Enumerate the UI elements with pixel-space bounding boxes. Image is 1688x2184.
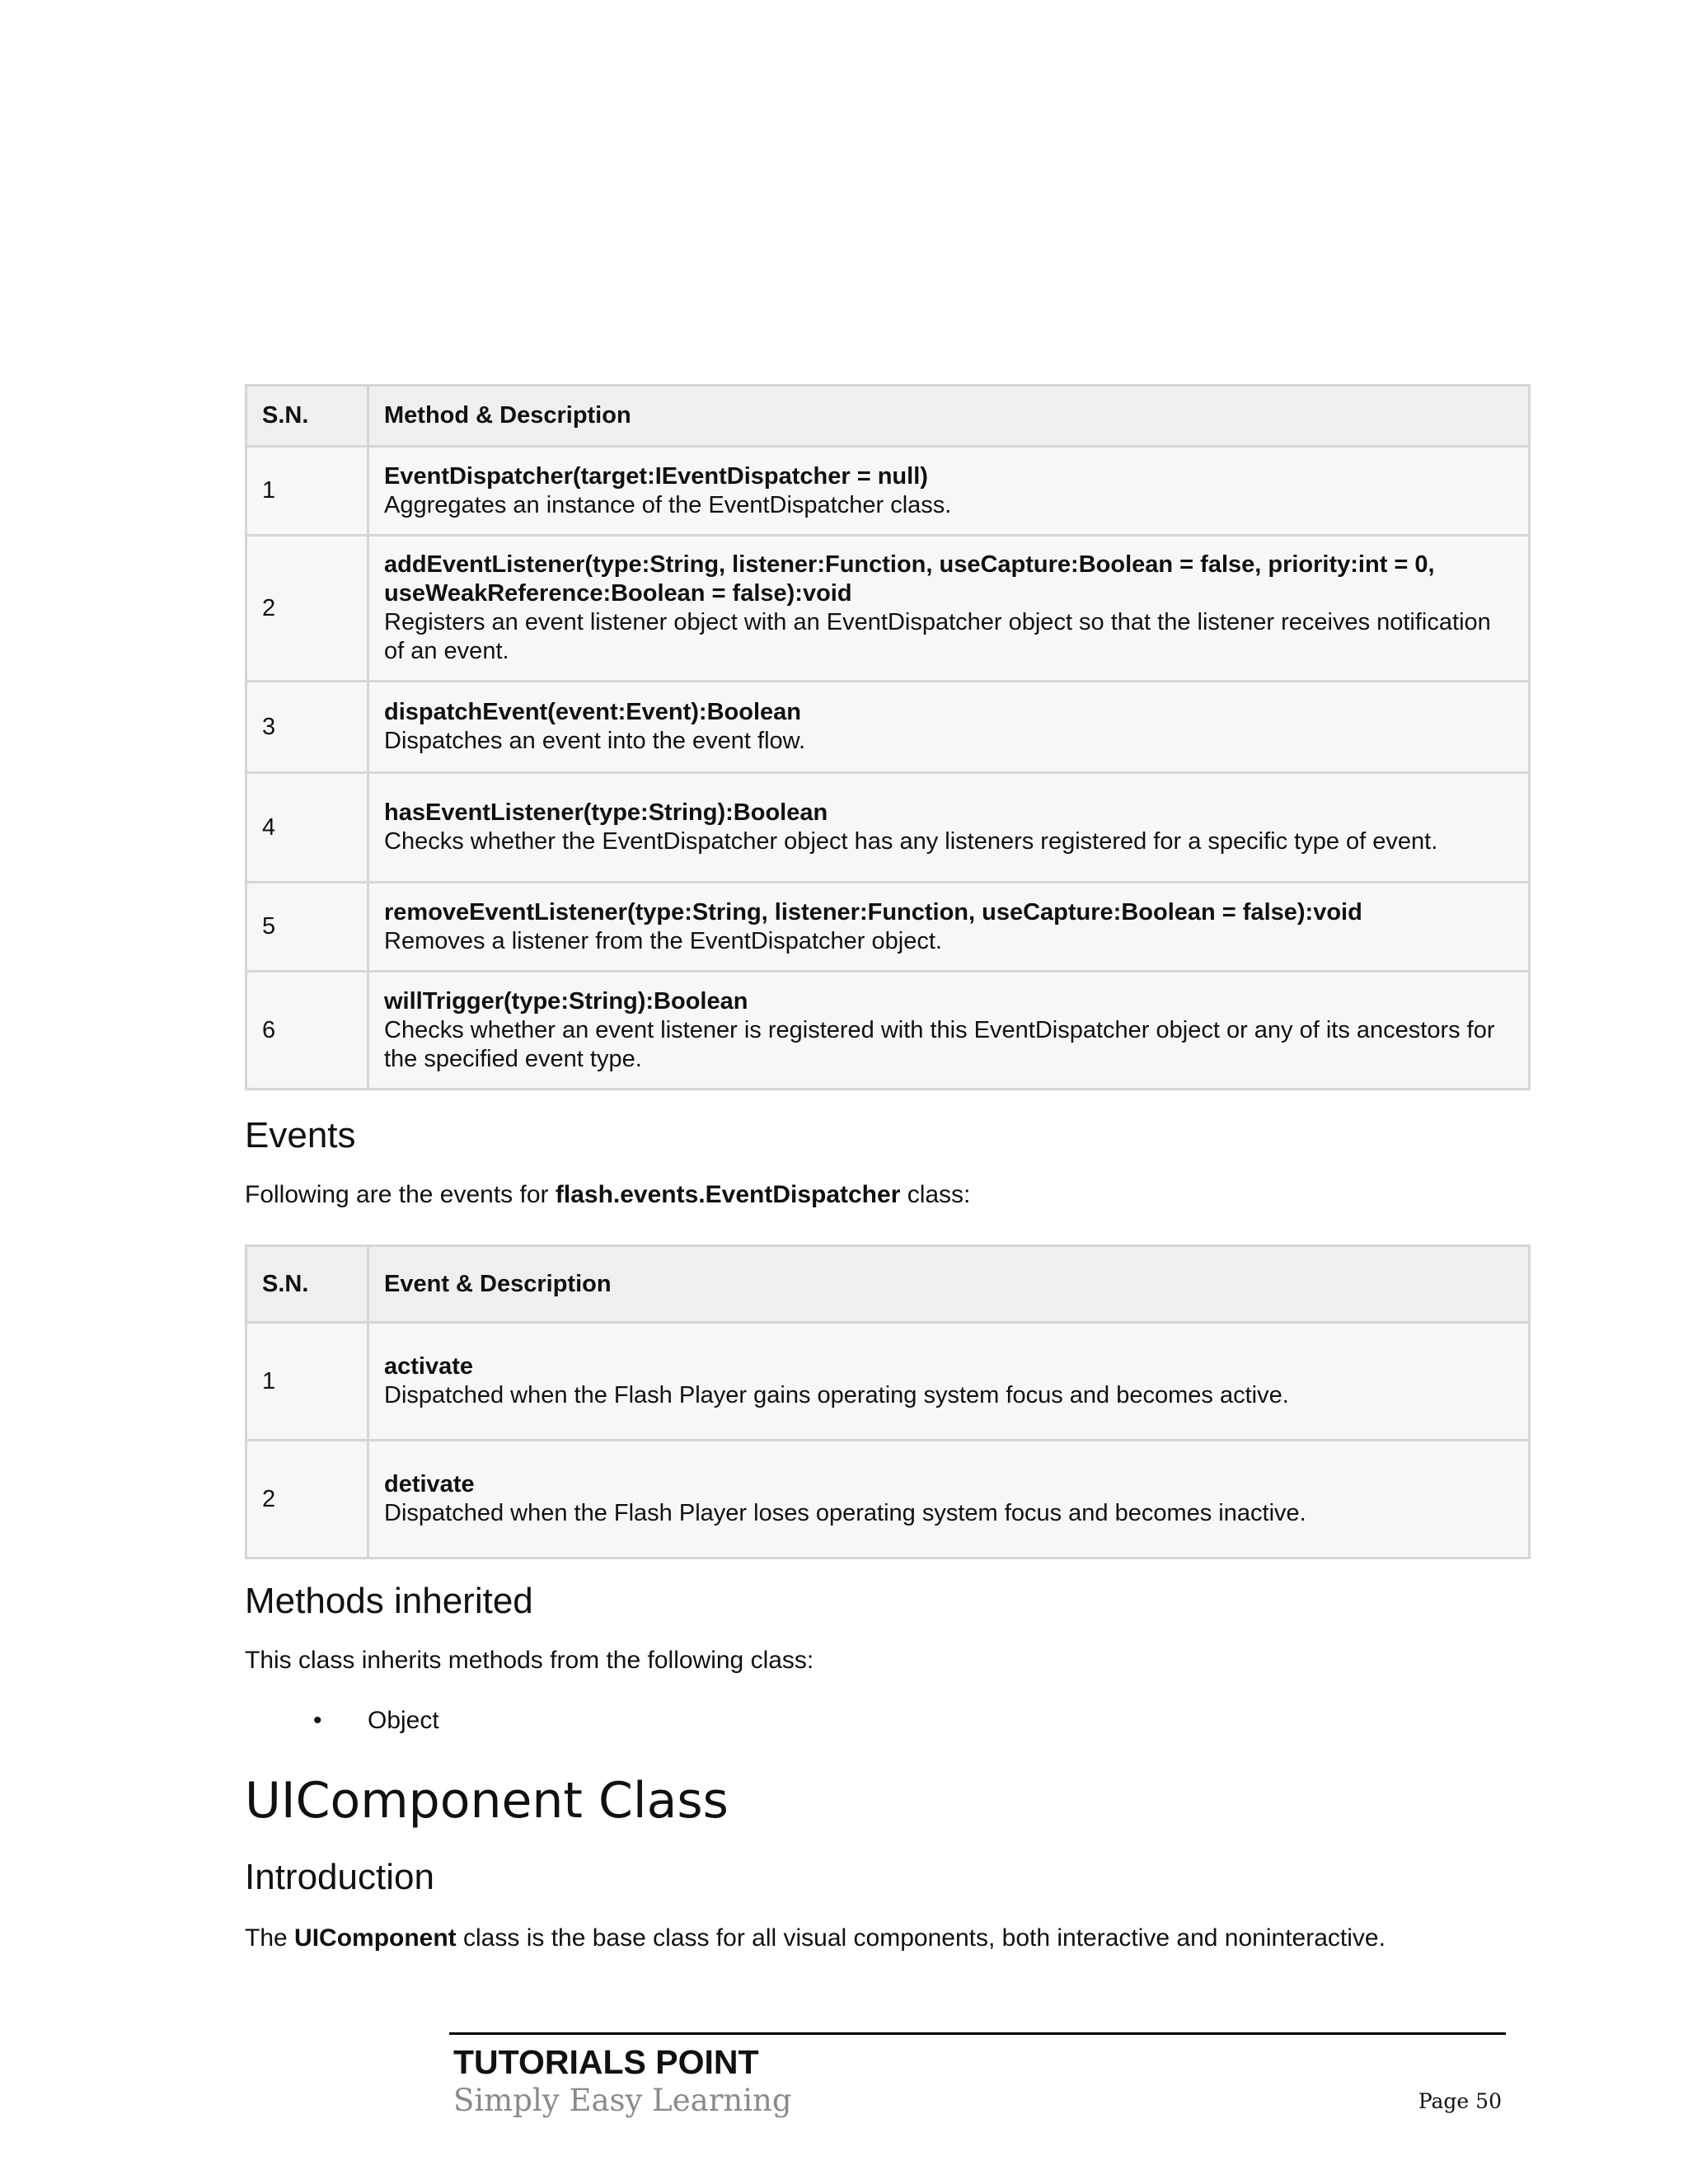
footer-brand: TUTORIALS POINT [453,2043,759,2081]
row-sn: 1 [246,1323,368,1441]
header-event: Event & Description [368,1246,1530,1323]
inherited-list [313,1706,439,1736]
table-row [246,1441,1530,1558]
events-heading: Events [245,1115,356,1155]
row-content [368,972,1530,1090]
footer-tagline: Simply Easy Learning [453,2083,792,2118]
row-sn: 4 [246,773,368,883]
method-name: willTrigger(type:String):Boolean [384,987,748,1015]
row-content [368,447,1530,536]
table-header-row [246,386,1530,447]
table-header-row [246,1246,1530,1323]
method-name: EventDispatcher(target:IEventDispatcher = null) [384,462,928,490]
intro-suffix: class is the base class for all visual components, both interactive and noninteractive. [456,1924,1386,1952]
header-sn: S.N. [246,386,368,447]
bullet-icon: • [313,1707,322,1734]
list-item [313,1706,439,1736]
intro-text: The [245,1924,295,1952]
row-sn: 3 [246,682,368,773]
row-sn: 5 [246,883,368,972]
events-intro-class: flash.events.EventDispatcher [555,1181,901,1208]
events-table [245,1244,1531,1559]
class-title: UIComponent Class [245,1772,729,1830]
list-item-label: Object [368,1707,439,1734]
events-intro-suffix: class: [900,1181,971,1208]
introduction-paragraph [245,1924,1386,1953]
events-intro [245,1180,970,1210]
row-sn: 1 [246,447,368,536]
method-name: hasEventListener(type:String):Boolean [384,799,828,826]
table-row [246,972,1530,1090]
events-intro-text: Following are the events for [245,1181,556,1208]
event-name: detivate [384,1471,475,1497]
inherited-intro: This class inherits methods from the following class: [245,1647,814,1674]
method-description: Registers an event listener object with an EventDispatcher object so that the listener receives notification of an event. [384,609,1491,664]
inherited-heading: Methods inherited [245,1581,533,1621]
row-sn: 2 [246,536,368,682]
row-content [368,682,1530,773]
row-content [368,773,1530,883]
table-row [246,883,1530,972]
row-content [368,1441,1530,1558]
footer-divider [449,2032,1506,2035]
event-description: Dispatched when the Flash Player gains operating system focus and becomes active. [384,1382,1289,1408]
introduction-heading: Introduction [245,1857,434,1897]
event-description: Dispatched when the Flash Player loses operating system focus and becomes inactive. [384,1500,1306,1526]
page-number: Page 50 [1418,2089,1502,2113]
row-content [368,883,1530,972]
method-description: Removes a listener from the EventDispatcher object. [384,927,942,954]
row-content [368,1323,1530,1441]
method-name: removeEventListener(type:String, listener:Function, useCapture:Boolean = false):void [384,898,1362,926]
event-name: activate [384,1353,474,1380]
table-row [246,773,1530,883]
header-sn: S.N. [246,1246,368,1323]
method-description: Aggregates an instance of the EventDispatcher class. [384,491,952,518]
method-name: addEventListener(type:String, listener:Function, useCapture:Boolean = false, priority:int = 0, useWeakReference:Boolean = false):void [384,551,1435,607]
row-sn: 2 [246,1441,368,1558]
row-sn: 6 [246,972,368,1090]
row-content [368,536,1530,682]
table-row [246,1323,1530,1441]
header-method: Method & Description [368,386,1530,447]
intro-class: UIComponent [294,1924,457,1952]
table-row [246,536,1530,682]
table-row [246,682,1530,773]
method-description: Checks whether the EventDispatcher object has any listeners registered for a specific type of event. [384,828,1438,855]
table-row [246,447,1530,536]
method-name: dispatchEvent(event:Event):Boolean [384,699,801,725]
method-description: Checks whether an event listener is registered with this EventDispatcher object or any of its ancestors for the specified event type. [384,1016,1495,1072]
methods-table [245,384,1531,1090]
method-description: Dispatches an event into the event flow. [384,728,806,754]
